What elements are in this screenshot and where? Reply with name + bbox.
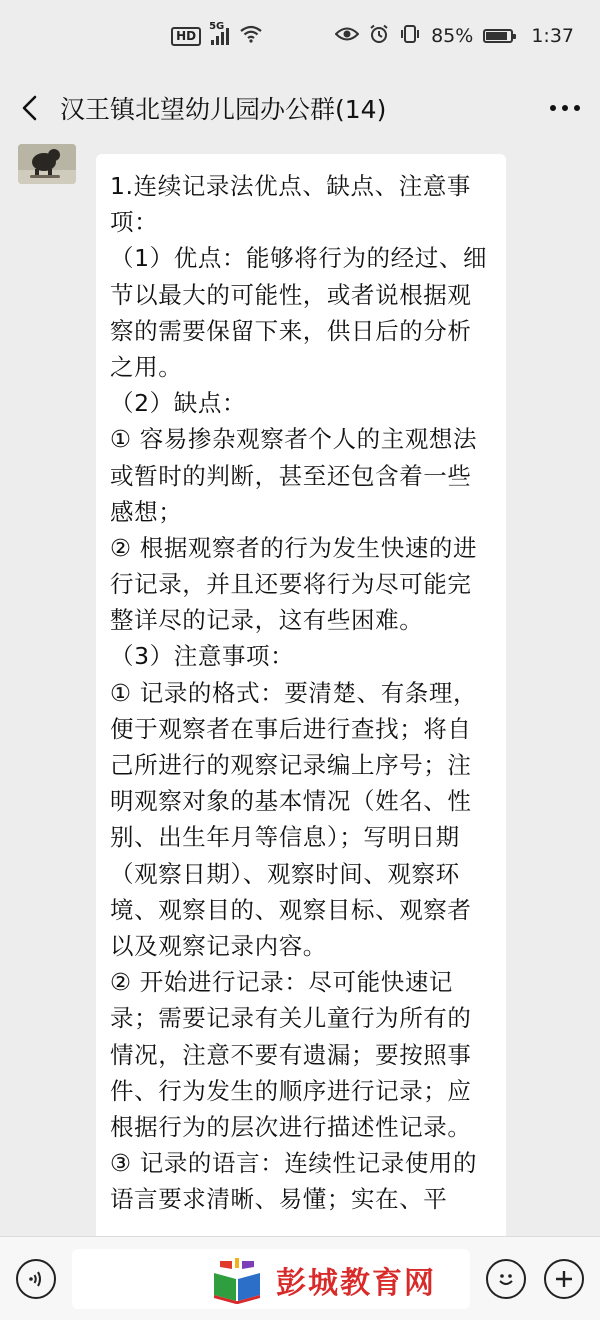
back-button[interactable]: [0, 72, 60, 144]
message-line: 察的需要保留下来，供日后的分析: [110, 316, 472, 345]
message-line: 明观察对象的基本情况（姓名、性: [110, 787, 472, 816]
clock: 1:37: [531, 25, 574, 47]
message-line: 件、行为发生的顺序进行记录；应: [110, 1076, 472, 1105]
message-line: 录；需要记录有关儿童行为所有的: [110, 1004, 472, 1033]
message-line: 己所进行的观察记录编上序号；注: [110, 751, 472, 779]
message-line: 项：: [110, 208, 159, 237]
alarm-icon: [369, 24, 389, 49]
message-line: 便于观察者在事后进行查找；将自: [110, 714, 472, 743]
signal-bar: [221, 32, 224, 45]
more-button[interactable]: [530, 72, 600, 144]
signal-bar: [211, 40, 214, 45]
message-line: （1）优点：能够将行为的经过、细: [110, 244, 488, 273]
message-line: 根据行为的层次进行描述性记录。: [110, 1112, 472, 1141]
vibrate-icon: [399, 24, 421, 49]
message-line: ② 根据观察者的行为发生快速的进: [110, 533, 478, 562]
signal-bar: [226, 28, 229, 45]
more-dots-icon: [549, 104, 581, 112]
battery-percent: 85%: [431, 25, 474, 47]
emoji-icon: [494, 1267, 518, 1291]
plus-icon: [553, 1268, 575, 1290]
chat-header: [0, 72, 600, 144]
message-bubble[interactable]: [96, 154, 506, 1236]
chat-title: 汉王镇北望幼儿园办公群(14): [60, 95, 387, 124]
wifi-icon: [239, 25, 263, 48]
message-line: 语言要求清晰、易懂；实在、平: [110, 1185, 448, 1214]
message-line: 或暂时的判断，甚至还包含着一些: [110, 461, 472, 490]
voice-button[interactable]: [16, 1259, 56, 1299]
message-line: 之用。: [110, 352, 183, 381]
watermark-text: 彭城教育网: [276, 1266, 436, 1301]
plus-button[interactable]: [544, 1259, 584, 1299]
hd-icon: HD: [171, 27, 201, 46]
avatar-image: [18, 144, 76, 184]
message-line: 行记录，并且还要将行为尽可能完: [110, 570, 472, 599]
chevron-left-icon: [20, 95, 40, 121]
message-line: 1.连续记录法优点、缺点、注意事: [110, 172, 472, 200]
message-line: （3）注意事项：: [110, 642, 295, 671]
avatar[interactable]: [18, 144, 76, 184]
message-line: （观察日期）、观察时间、观察环: [110, 859, 460, 888]
message-line: ① 记录的格式：要清楚、有条理，: [110, 678, 478, 707]
message-line: ③ 记录的语言：连续性记录使用的: [110, 1149, 478, 1178]
message-line: 整详尽的记录，这有些困难。: [110, 606, 424, 635]
signal-icon: [209, 21, 229, 45]
message-line: （2）缺点：: [110, 389, 247, 418]
message-line: 以及观察记录内容。: [110, 931, 327, 960]
network-type-label: 5G: [209, 21, 225, 32]
emoji-button[interactable]: [486, 1259, 526, 1299]
voice-icon: [26, 1269, 46, 1289]
message-line: 节以最大的可能性，或者说根据观: [110, 280, 472, 309]
signal-bar: [216, 36, 219, 45]
status-bar: [0, 0, 600, 72]
message-line: 情况，注意不要有遗漏；要按照事: [110, 1040, 472, 1069]
status-icons: [171, 21, 574, 49]
battery-icon: [483, 29, 513, 43]
battery-level: [486, 32, 506, 40]
message-list[interactable]: [0, 144, 600, 1236]
message-line: 境、观察目的、观察目标、观察者: [110, 895, 472, 924]
message-text: [110, 168, 492, 1217]
message-line: ① 容易掺杂观察者个人的主观想法: [110, 425, 478, 454]
message-line: 别、出生年月等信息）；写明日期: [110, 823, 460, 852]
input-bar: [0, 1236, 600, 1320]
message-line: 感想；: [110, 497, 183, 526]
message-line: ② 开始进行记录：尽可能快速记: [110, 968, 454, 997]
eye-icon: [335, 25, 359, 47]
book-logo-icon: [206, 1255, 268, 1305]
watermark: [206, 1249, 436, 1311]
